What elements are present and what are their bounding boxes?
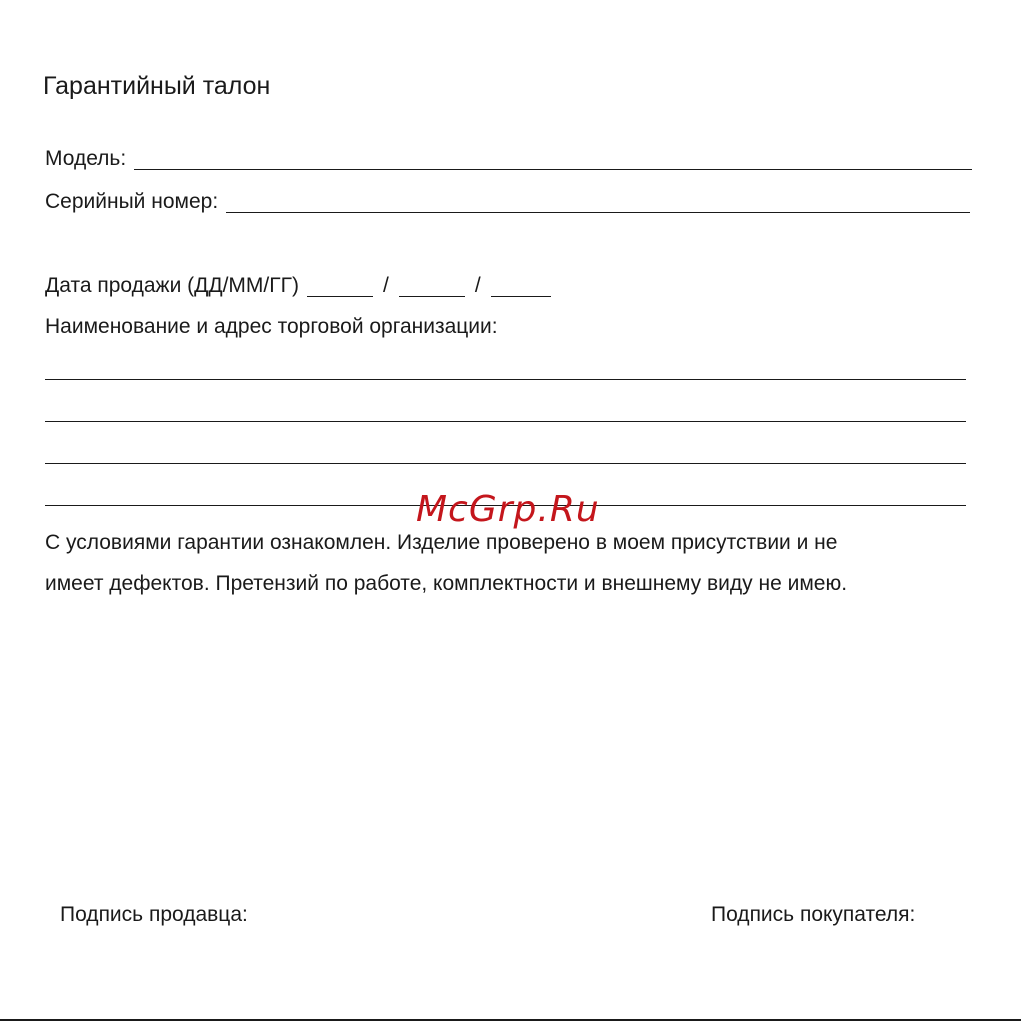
sale-date-month-line[interactable] bbox=[399, 274, 465, 297]
page-title: Гарантийный талон bbox=[43, 72, 271, 100]
warranty-agreement-text bbox=[45, 522, 985, 604]
model-field-row bbox=[45, 146, 972, 172]
date-separator: / bbox=[382, 274, 389, 297]
store-address-line[interactable] bbox=[45, 421, 966, 422]
site-watermark: McGrp.Ru bbox=[416, 489, 600, 530]
serial-number-input-line[interactable] bbox=[226, 190, 970, 213]
store-address-line[interactable] bbox=[45, 463, 966, 464]
agreement-line: имеет дефектов. Претензий по работе, комплектности и внешнему виду не имею. bbox=[45, 572, 848, 595]
sale-date-day-line[interactable] bbox=[307, 274, 373, 297]
serial-number-field-row bbox=[45, 189, 970, 215]
seller-signature-label: Подпись продавца: bbox=[60, 903, 248, 926]
sale-date-field-row bbox=[45, 273, 645, 299]
sale-date-label: Дата продажи (ДД/ММ/ГГ) bbox=[45, 274, 299, 297]
model-input-line[interactable] bbox=[134, 147, 972, 170]
agreement-line: С условиями гарантии ознакомлен. Изделие проверено в моем присутствии и не bbox=[45, 531, 838, 554]
buyer-signature-label: Подпись покупателя: bbox=[711, 903, 916, 926]
store-address-line[interactable] bbox=[45, 379, 966, 380]
store-name-address-label: Наименование и адрес торговой организации: bbox=[45, 315, 498, 338]
model-label: Модель: bbox=[45, 147, 127, 170]
sale-date-year-line[interactable] bbox=[491, 274, 551, 297]
serial-number-label: Серийный номер: bbox=[45, 190, 219, 213]
date-separator: / bbox=[474, 274, 481, 297]
